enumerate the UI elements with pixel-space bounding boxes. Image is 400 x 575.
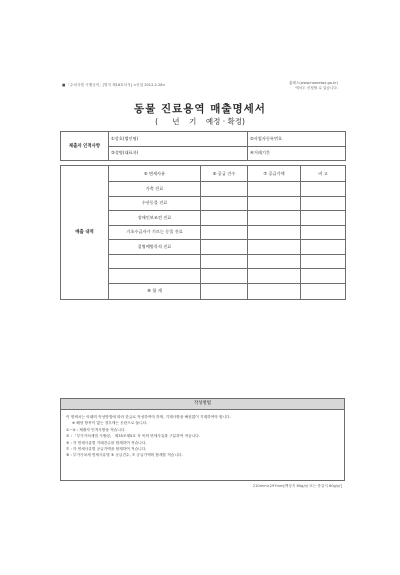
instructions-body	[61, 410, 344, 459]
transaction-period-field[interactable]: ④거래기간	[248, 146, 346, 161]
provider-section-label: 제출자 인적사항	[61, 132, 109, 161]
remarks-cell[interactable]	[301, 182, 346, 197]
sales-statement-table	[60, 131, 346, 300]
remarks-cell[interactable]	[301, 196, 346, 211]
detail-header-row	[61, 166, 346, 182]
supply-value-cell[interactable]	[248, 225, 301, 240]
form-title: 동물 진료용역 매출명세서	[134, 103, 266, 115]
exemption-reason: 장애인보조견 진료	[109, 211, 201, 226]
form-reference: ■ 「수의사법 시행규칙」[별지 제16호서식] <신설 2012.2.28>	[62, 83, 166, 87]
supply-count-cell[interactable]	[201, 225, 248, 240]
paper-spec: 210mm×297mm[백상지 80g/㎡ 또는 중질지 80g/㎡]	[252, 484, 342, 488]
total-label: ⑧ 합 계	[109, 283, 201, 299]
remarks-cell[interactable]	[301, 225, 346, 240]
detail-section-label: 매출 내역	[61, 166, 109, 300]
exemption-reason: 질병예방목적 진료	[109, 240, 201, 255]
exemption-reason: 기초수급자가 기르는 동물 진료	[109, 225, 201, 240]
supply-count-cell[interactable]	[201, 182, 248, 197]
supply-value-cell[interactable]	[248, 211, 301, 226]
exemption-reason: 가축 진료	[109, 182, 201, 197]
business-number-field[interactable]: ②사업자등록번호	[248, 132, 346, 147]
supply-value-cell[interactable]	[248, 182, 301, 197]
instruction-line: 이 명세서는 아래의 작성방법에 따라 한글로 작성하여야 하며, 기재사항을 빠짐없이 기재하여야 합니다.	[66, 415, 231, 419]
total-remarks-cell[interactable]	[301, 283, 346, 299]
supply-value-cell[interactable]	[248, 240, 301, 255]
representative-name-field[interactable]: ③성명(대표자)	[109, 146, 248, 161]
exemption-reason[interactable]	[109, 269, 201, 284]
supply-value-cell[interactable]	[248, 196, 301, 211]
instruction-line: ※ 해당 항목이 없는 경우에는 공란으로 둡니다.	[72, 421, 148, 426]
form-subtitle: ( 년 기 예정 · 확정)	[155, 117, 245, 126]
column-header: ⑥ 공급 건수	[201, 166, 248, 182]
exemption-reason: 수산동물 진료	[109, 196, 201, 211]
exemption-reason[interactable]	[109, 254, 201, 269]
hometax-note-line2: 에서도 신청할 수 있습니다.	[295, 86, 338, 90]
column-header: 비 고	[301, 166, 346, 182]
hometax-note-line1: 홈택스(www.hometax.go.kr)	[288, 81, 338, 85]
hometax-note	[289, 81, 338, 91]
supply-count-cell[interactable]	[201, 211, 248, 226]
instructions-heading: 작성방법	[61, 399, 344, 410]
column-header: ⑤ 면세사유	[109, 166, 201, 182]
supply-value-cell[interactable]	[248, 269, 301, 284]
remarks-cell[interactable]	[301, 254, 346, 269]
supply-count-cell[interactable]	[201, 196, 248, 211]
total-value-cell[interactable]	[248, 283, 301, 299]
instruction-line: ⑤ : 「부가가치세법 시행령」 제35조제5호 각 목의 면세사유를 구분하여 적습니다.	[66, 434, 200, 439]
remarks-cell[interactable]	[301, 240, 346, 255]
instruction-line: ⑥ : 각 면세사유별 거래건수를 합계하여 적습니다.	[66, 440, 147, 445]
total-count-cell[interactable]	[201, 283, 248, 299]
supply-count-cell[interactable]	[201, 269, 248, 284]
supply-count-cell[interactable]	[201, 254, 248, 269]
remarks-cell[interactable]	[301, 211, 346, 226]
instructions-box	[60, 398, 345, 481]
instruction-line: ⑦ : 각 면세사유별 공급가액을 합계하여 적습니다.	[66, 447, 147, 452]
provider-row	[61, 132, 346, 147]
supply-value-cell[interactable]	[248, 254, 301, 269]
supply-count-cell[interactable]	[201, 240, 248, 255]
remarks-cell[interactable]	[301, 269, 346, 284]
instruction-line: ⑧ : 부가가치세 면세사유별 ⑥ 공급건수, ⑦ 공급가액의 합계를 적습니다.	[66, 453, 183, 458]
trade-name-field[interactable]: ①상호(법인명)	[109, 132, 248, 147]
column-header: ⑦ 공급가액	[248, 166, 301, 182]
instruction-line: ①~④ : 제출자 인적사항을 적습니다.	[66, 427, 126, 432]
